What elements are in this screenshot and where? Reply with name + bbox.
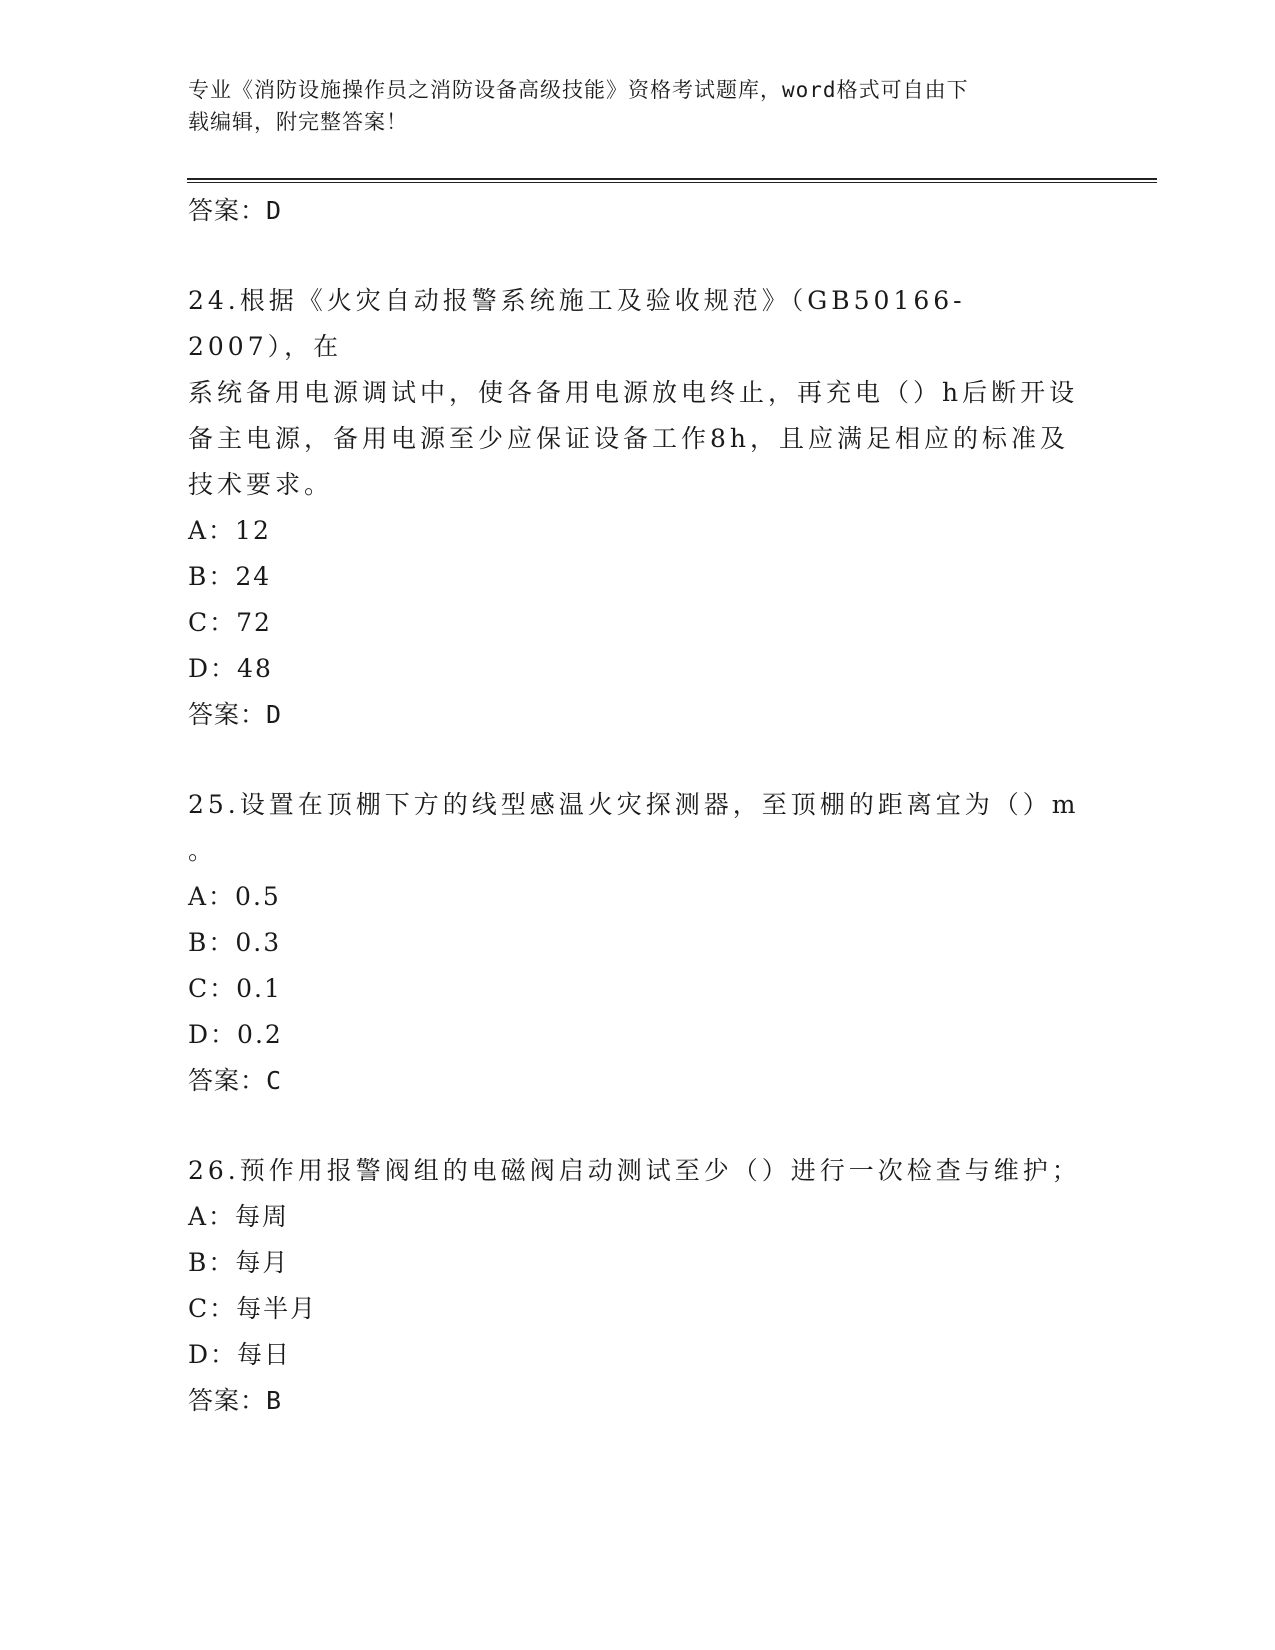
question-list [188, 188, 1088, 1424]
stem-line: 。 [188, 836, 218, 865]
option-d: D：0.2 [188, 1020, 283, 1049]
answer: 答案：B [188, 1386, 283, 1415]
question-24 [188, 278, 1088, 738]
answer: 答案：C [188, 1066, 283, 1095]
option-a: A：0.5 [188, 882, 281, 911]
stem-line: 26.预作用报警阀组的电磁阀启动测试至少（）进行一次检查与维护； [188, 1156, 1081, 1185]
question-25 [188, 782, 1088, 1104]
option-b: B：0.3 [188, 928, 282, 957]
option-b: B：24 [188, 562, 272, 591]
document-header [188, 74, 1068, 138]
option-c: C：每半月 [188, 1294, 318, 1323]
question-stem [188, 278, 1088, 508]
question-stem [188, 1148, 1088, 1194]
stem-line: 25.设置在顶棚下方的线型感温火灾探测器，至顶棚的距离宜为（）m [188, 790, 1080, 819]
option-d: D：48 [188, 654, 273, 683]
stem-line: 备主电源，备用电源至少应保证设备工作8h，且应满足相应的标准及 [188, 424, 1070, 453]
option-c: C：72 [188, 608, 272, 637]
header-rule-thin [187, 182, 1157, 183]
option-a: A：每周 [188, 1202, 290, 1231]
header-line-1: 专业《消防设施操作员之消防设备高级技能》资格考试题库，word格式可自由下 [188, 78, 969, 102]
previous-answer: 答案：D [188, 196, 283, 225]
stem-line: 系统备用电源调试中，使各备用电源放电终止，再充电（）h后断开设 [188, 378, 1079, 407]
option-a: A：12 [188, 516, 271, 545]
option-b: B：每月 [188, 1248, 290, 1277]
question-26 [188, 1148, 1088, 1424]
option-d: D：每日 [188, 1340, 292, 1369]
header-line-2: 载编辑，附完整答案！ [188, 110, 408, 134]
stem-line: 24.根据《火灾自动报警系统施工及验收规范》（GB50166-2007），在 [188, 286, 966, 361]
question-stem [188, 782, 1088, 874]
stem-line: 技术要求。 [188, 470, 334, 499]
header-rule-thick [187, 178, 1157, 180]
answer: 答案：D [188, 700, 283, 729]
option-c: C：0.1 [188, 974, 282, 1003]
